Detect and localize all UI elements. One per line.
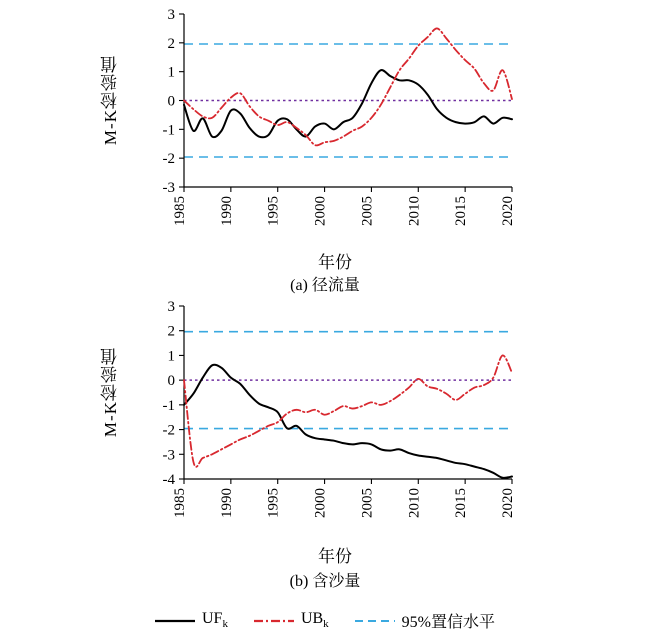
y-tick-label: 2 — [167, 323, 175, 340]
y-tick-label: 2 — [167, 35, 175, 52]
x-tick-label: 2005 — [359, 488, 376, 518]
x-tick-label: 2000 — [312, 488, 329, 518]
x-tick-label: 2005 — [359, 196, 376, 226]
y-tick-label: -2 — [162, 422, 175, 439]
x-tick-label: 2000 — [312, 196, 329, 226]
series-line-ubk — [184, 28, 512, 145]
x-axis-label-a: 年份 — [318, 253, 352, 272]
chart-panel-b — [0, 292, 650, 592]
legend-swatch-solid-black — [155, 615, 195, 627]
x-tick-label: 1985 — [172, 196, 188, 226]
x-axis-label-b: 年份 — [318, 547, 352, 566]
legend-item-ufk — [155, 610, 228, 630]
panel-b-caption: (b) 含沙量 — [289, 573, 361, 590]
legend-label-confidence: 95%置信水平 — [401, 614, 496, 631]
chart-legend — [0, 609, 650, 632]
series-line-ubk — [184, 355, 512, 466]
y-tick-label: 3 — [167, 299, 175, 315]
x-tick-label: 2010 — [406, 196, 423, 226]
x-tick-label: 1985 — [172, 488, 188, 518]
chart-panel-a — [0, 0, 650, 294]
x-tick-label: 2010 — [406, 488, 423, 518]
y-tick-label: 0 — [167, 93, 175, 110]
legend-label-ufk: $UF_k$ — [201, 610, 228, 631]
x-tick-label: 1990 — [218, 196, 235, 226]
plot-svg-b — [150, 299, 520, 518]
x-tick-label: 2020 — [500, 488, 516, 518]
plot-area-b — [150, 299, 520, 518]
x-tick-label: 1995 — [265, 196, 282, 226]
y-tick-label: 1 — [167, 348, 175, 365]
series-line-ufk — [184, 365, 512, 478]
x-tick-label: 1990 — [218, 488, 235, 518]
legend-label-ubk: $UB_k$ — [300, 610, 329, 631]
y-tick-label: 3 — [167, 7, 175, 23]
y-tick-label: -3 — [162, 447, 175, 464]
series-line-ufk — [184, 70, 512, 137]
y-tick-label: -2 — [162, 151, 175, 168]
legend-swatch-dashed-blue — [355, 615, 395, 627]
y-axis-label-b: M-K检验值 — [100, 347, 120, 438]
y-tick-label: 0 — [167, 373, 175, 390]
y-tick-label: -1 — [162, 122, 175, 139]
legend-item-ubk — [254, 610, 329, 630]
x-tick-label: 2015 — [453, 488, 470, 518]
y-tick-label: 1 — [167, 64, 175, 81]
legend-item-confidence — [355, 609, 495, 632]
x-tick-label: 2015 — [453, 196, 470, 226]
y-tick-label: -4 — [162, 472, 175, 488]
y-tick-label: -1 — [162, 397, 175, 414]
x-tick-label: 1995 — [265, 488, 282, 518]
plot-svg-a — [150, 7, 520, 226]
plot-area-a — [150, 7, 520, 226]
legend-swatch-dashdot-red — [254, 615, 294, 627]
x-tick-label: 2020 — [500, 196, 516, 226]
y-axis-label-a: M-K检验值 — [100, 55, 120, 146]
y-tick-label: -3 — [162, 180, 175, 196]
panel-a-caption: (a) 径流量 — [290, 277, 360, 294]
